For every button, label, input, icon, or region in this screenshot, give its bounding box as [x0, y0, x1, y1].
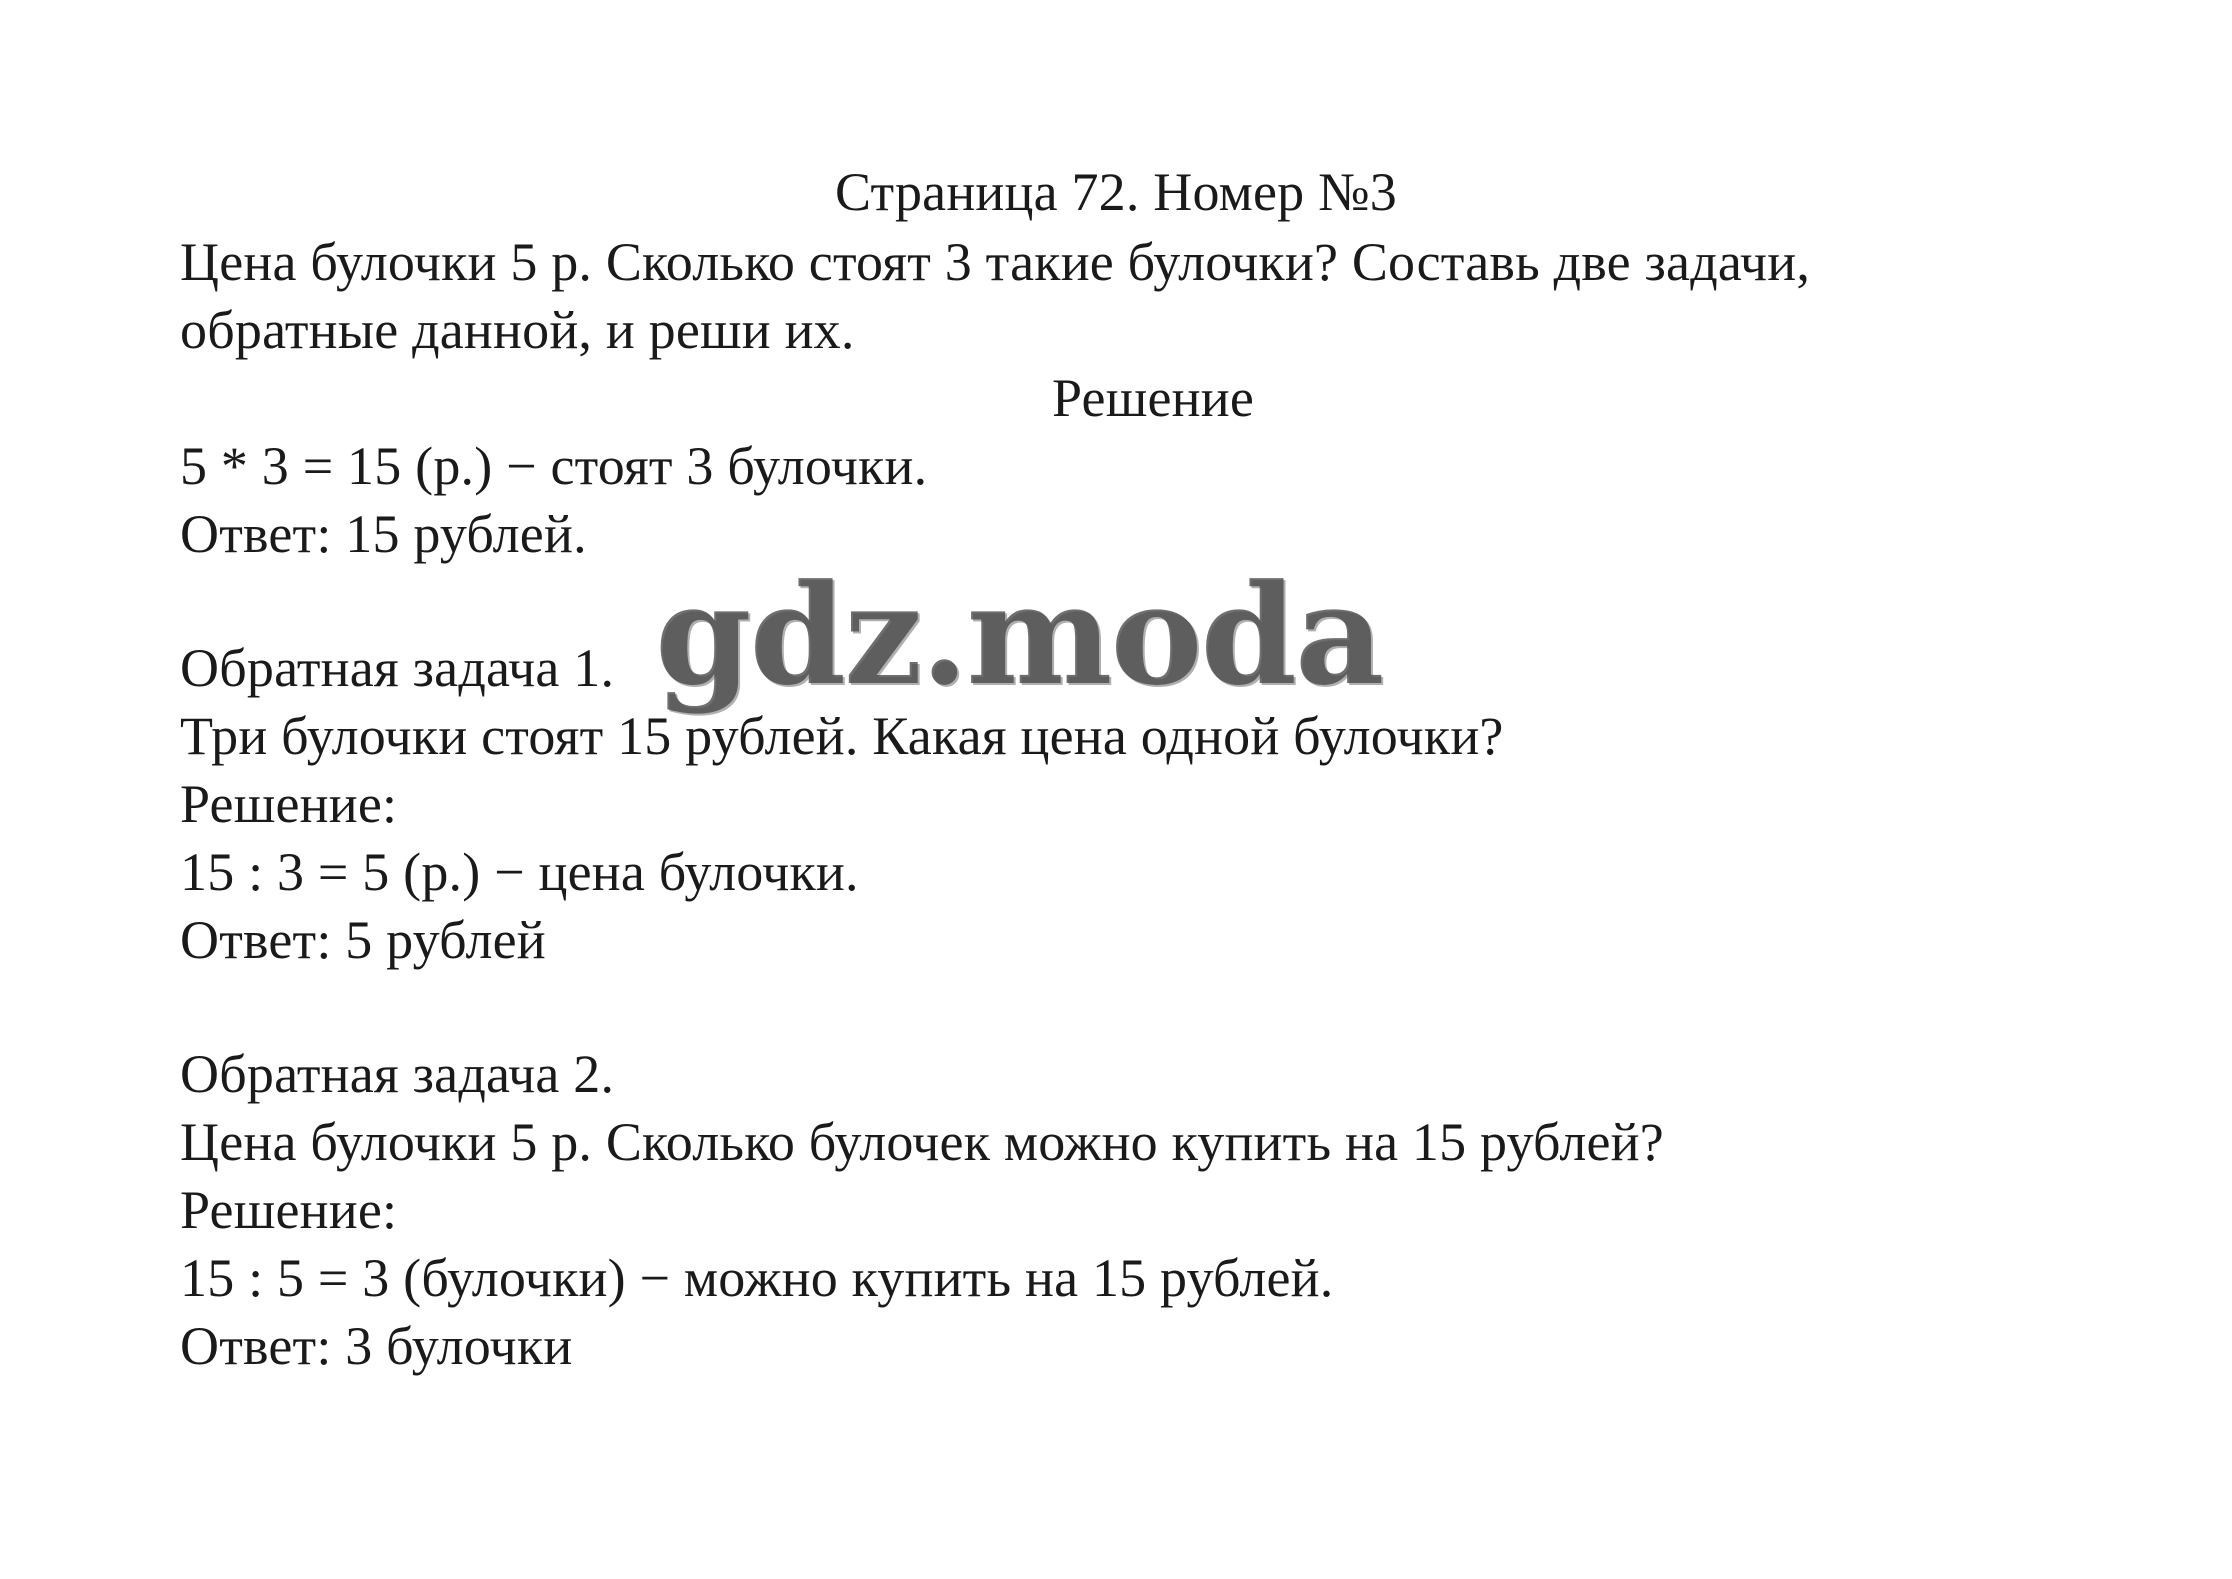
inverse-task-1-title: Обратная задача 1. [180, 638, 615, 698]
page-title: Страница 72. Номер №3 [834, 162, 1398, 222]
inverse-task-2-answer: Ответ: 3 булочки [180, 1316, 573, 1376]
inverse-task-2-title: Обратная задача 2. [180, 1044, 615, 1104]
inverse-task-2-text: Цена булочки 5 р. Сколько булочек можно купить на 15 рублей? [180, 1112, 1664, 1172]
inverse-task-1-solution-label: Решение: [180, 774, 398, 834]
watermark-logo: gdz.moda [655, 553, 1383, 716]
solution-answer: Ответ: 15 рублей. [180, 504, 587, 564]
inverse-task-1-calc: 15 : 3 = 5 (р.) − цена булочки. [180, 842, 859, 902]
task-text-line-1: Цена булочки 5 р. Сколько стоят 3 такие булочки? Составь две задачи, [180, 232, 1811, 292]
solution-heading: Решение [1052, 368, 1255, 428]
inverse-task-2-solution-label: Решение: [180, 1180, 398, 1240]
inverse-task-1-answer: Ответ: 5 рублей [180, 910, 546, 970]
inverse-task-2-calc: 15 : 5 = 3 (булочки) − можно купить на 15 рублей. [180, 1248, 1334, 1308]
task-text-line-2: обратные данной, и реши их. [180, 300, 855, 360]
inverse-task-1-text: Три булочки стоят 15 рублей. Какая цена одной булочки? [180, 706, 1504, 766]
solution-calc: 5 * 3 = 15 (р.) − стоят 3 булочки. [180, 436, 928, 496]
